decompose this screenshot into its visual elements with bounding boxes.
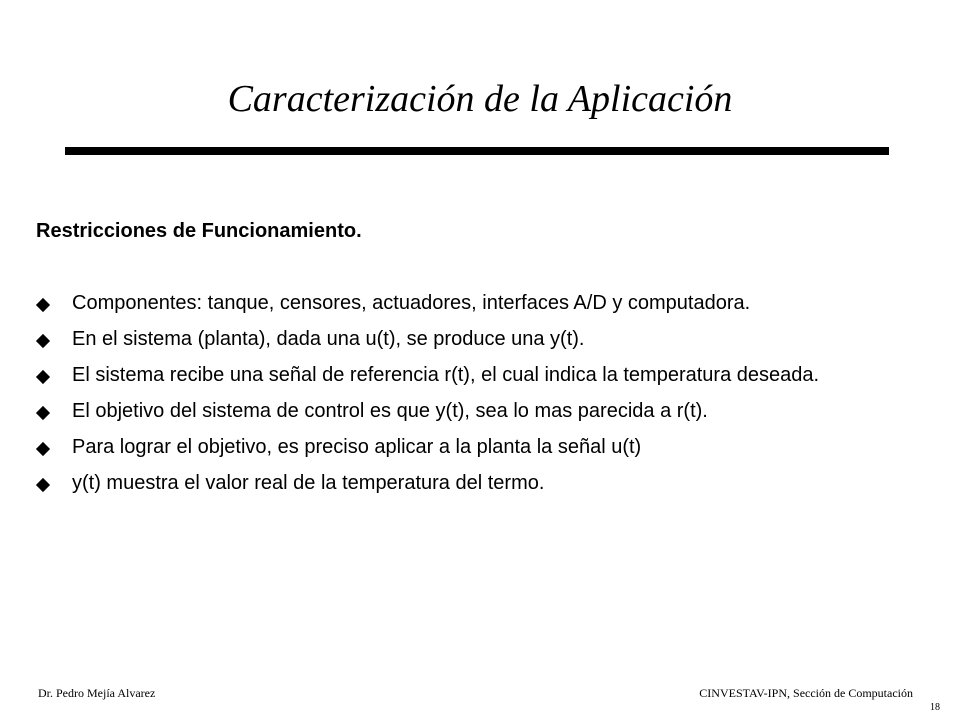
bullet-list [36, 287, 936, 503]
diamond-bullet-icon [36, 406, 50, 420]
bullet-text: En el sistema (planta), dada una u(t), se produce una y(t). [72, 328, 585, 350]
bullet-text: Para lograr el objetivo, es preciso aplicar a la planta la señal u(t) [72, 436, 642, 458]
title-underline-rule [65, 147, 889, 155]
page-number: 18 [930, 702, 940, 713]
diamond-bullet-icon [36, 298, 50, 312]
bullet-item [36, 431, 936, 463]
bullet-text: Componentes: tanque, censores, actuadores, interfaces A/D y computadora. [72, 292, 751, 314]
section-subtitle: Restricciones de Funcionamiento. [36, 220, 362, 242]
bullet-text: El sistema recibe una señal de referencia r(t), el cual indica la temperatura deseada. [72, 364, 820, 386]
footer-author: Dr. Pedro Mejía Alvarez [38, 686, 156, 700]
bullet-item [36, 359, 936, 391]
diamond-bullet-icon [36, 442, 50, 456]
bullet-item [36, 467, 936, 499]
bullet-text: El objetivo del sistema de control es que y(t), sea lo mas parecida a r(t). [72, 400, 708, 422]
bullet-item [36, 395, 936, 427]
bullet-item [36, 287, 936, 319]
footer-institution: CINVESTAV-IPN, Sección de Computación [699, 686, 913, 700]
slide-title: Caracterización de la Aplicación [227, 78, 733, 120]
bullet-item [36, 323, 936, 355]
diamond-bullet-icon [36, 478, 50, 492]
diamond-bullet-icon [36, 334, 50, 348]
diamond-bullet-icon [36, 370, 50, 384]
bullet-text: y(t) muestra el valor real de la temperatura del termo. [72, 472, 545, 494]
